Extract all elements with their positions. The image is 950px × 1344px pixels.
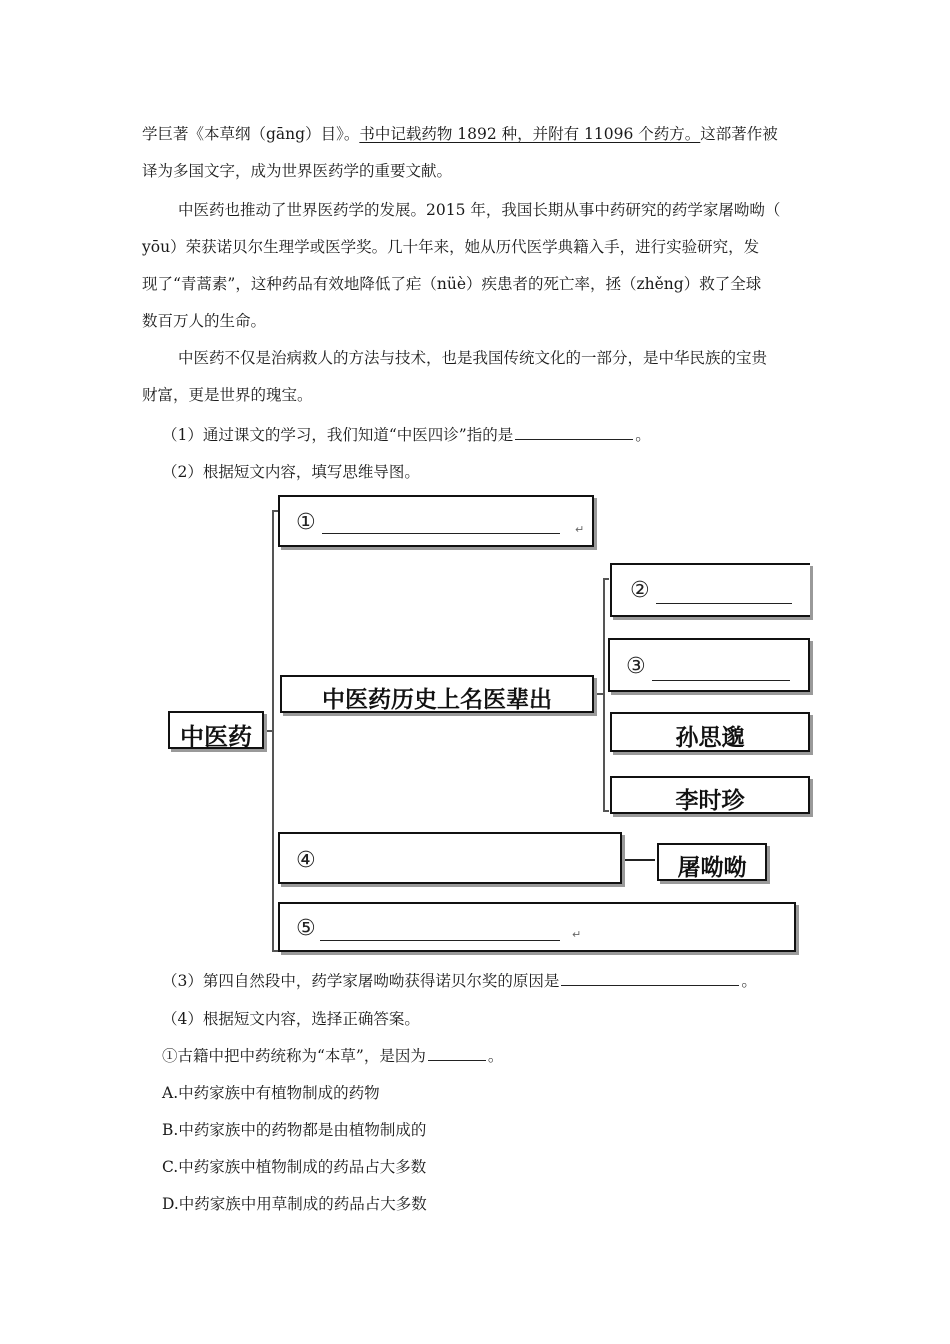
option-a[interactable]: A.中药家族中有植物制成的药物 xyxy=(162,1084,380,1102)
option-c[interactable]: C.中药家族中植物制成的药品占大多数 xyxy=(162,1158,427,1176)
answer-blank-1[interactable] xyxy=(515,425,633,440)
question-4: （4）根据短文内容，选择正确答案。 xyxy=(162,1010,420,1028)
paragraph-2-line-1: 中医药也推动了世界医药学的发展。2015 年，我国长期从事中药研究的药学家屠呦呦（ xyxy=(178,201,781,219)
answer-line-2[interactable] xyxy=(656,603,792,604)
root-brace xyxy=(272,510,274,952)
underlined-sentence: 书中记载药物 1892 种，并附有 11096 个药方。 xyxy=(359,125,701,143)
paragraph-3-line-2: 财富，更是世界的瑰宝。 xyxy=(142,386,313,404)
paragraph-2-line-3: 现了“青蒿素”，这种药品有效地降低了疟（nüè）疾患者的死亡率，拯（zhěng）救了全球 xyxy=(142,275,762,293)
doctor-node-tu-youyou: 屠呦呦 xyxy=(657,843,767,881)
paragraph-2-line-2: yōu）荣获诺贝尔生理学或医学奖。几十年来，她从历代医学典籍入手，进行实验研究，发 xyxy=(142,238,760,256)
paragraph-2-line-4: 数百万人的生命。 xyxy=(142,312,267,330)
answer-line-5[interactable] xyxy=(320,940,560,941)
answer-line-3[interactable] xyxy=(652,680,790,681)
question-3: （3）第四自然段中，药学家屠呦呦获得诺贝尔奖的原因是 。 xyxy=(162,972,757,990)
answer-blank-4-1[interactable] xyxy=(428,1046,486,1061)
root-node: 中医药 xyxy=(168,711,264,749)
connector-line xyxy=(625,859,655,861)
paragraph-1-line-1: 学巨著《本草纲（gāng）目》。书中记载药物 1892 种，并附有 11096 个药方。这部著作被 xyxy=(142,125,778,143)
paragraph-3-line-1: 中医药不仅是治病救人的方法与技术，也是我国传统文化的一部分，是中华民族的宝贵 xyxy=(178,349,768,367)
paragraph-1-line-2: 译为多国文字，成为世界医药学的重要文献。 xyxy=(142,162,453,180)
option-b[interactable]: B.中药家族中的药物都是由植物制成的 xyxy=(162,1121,427,1139)
blank-node-5[interactable] xyxy=(278,902,796,952)
blank-node-1[interactable] xyxy=(278,495,594,547)
question-4-1: ①古籍中把中药统称为“本草”，是因为 。 xyxy=(162,1047,504,1065)
answer-blank-3[interactable] xyxy=(561,971,739,986)
answer-line-1[interactable] xyxy=(322,533,560,534)
history-node: 中医药历史上名医辈出 xyxy=(280,675,594,713)
option-d[interactable]: D.中药家族中用草制成的药品占大多数 xyxy=(162,1195,427,1213)
question-1: （1）通过课文的学习，我们知道“中医四诊”指的是 。 xyxy=(162,426,651,444)
blank-node-4[interactable] xyxy=(278,832,622,884)
doctor-node-sun-simiao: 孙思邈 xyxy=(610,712,810,752)
question-2: （2）根据短文内容，填写思维导图。 xyxy=(162,463,420,481)
sub-brace xyxy=(603,578,605,812)
doctor-node-li-shizhen: 李时珍 xyxy=(610,776,810,814)
